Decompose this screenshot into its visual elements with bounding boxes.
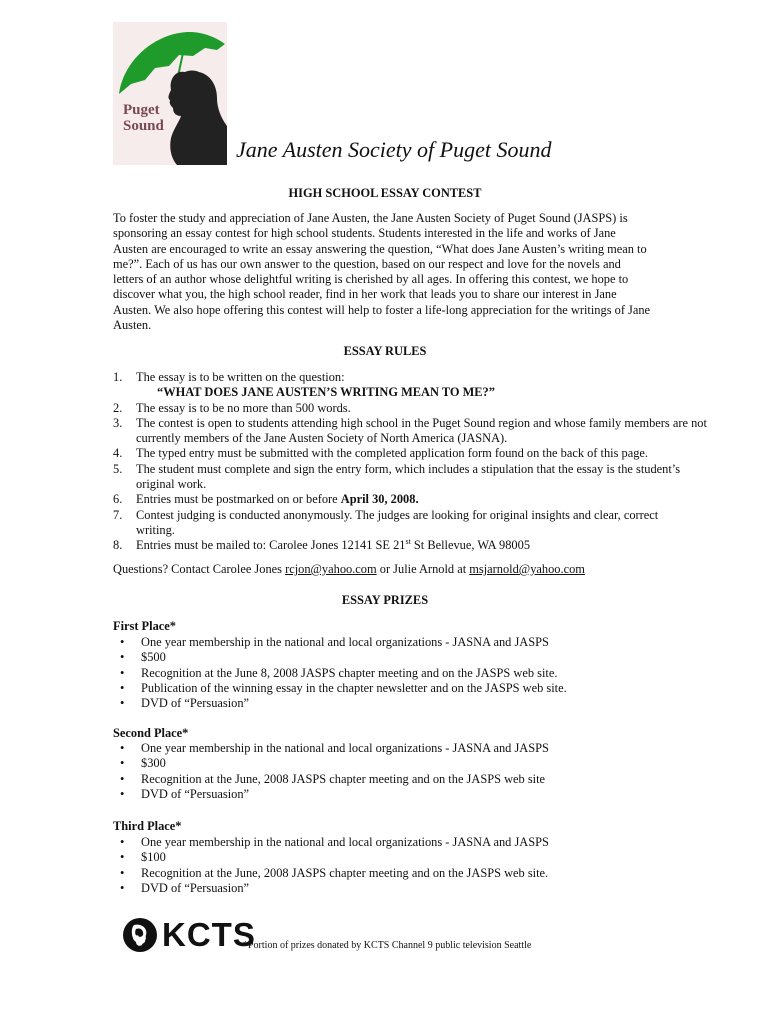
rule-item [113, 370, 713, 401]
deadline-date: April 30, 2008. [340, 492, 419, 507]
bullet-icon: • [120, 635, 125, 649]
prize-text: Recognition at the June 8, 2008 JASPS chapter meeting and on the JASPS web site. [141, 665, 558, 680]
first-place-list [113, 635, 673, 711]
prize-text: One year membership in the national and local organizations - JASNA and JASPS [141, 835, 549, 849]
prize-text: DVD of “Persuasion” [141, 880, 250, 895]
prize-text: $300 [141, 756, 166, 771]
prize-text: $500 [141, 650, 166, 665]
rule-text: The typed entry must be submitted with the completed application form found on the back of this page. [136, 446, 649, 461]
silhouette-shape [168, 71, 227, 166]
rule-number: 4. [113, 446, 123, 461]
second-place-title: Second Place* [113, 726, 189, 740]
rule-text: The contest is open to students attending high school in the Puget Sound region and whose family members are not currently members of the Jane Austen Society of North America (JASNA). [136, 415, 707, 446]
list-item [113, 835, 673, 850]
kcts-wordmark: KCTS [162, 916, 256, 953]
pbs-head-icon [120, 915, 160, 955]
rule-item [113, 401, 713, 416]
list-item [113, 772, 673, 787]
list-item [113, 696, 673, 711]
rule-text: Entries must be postmarked on or before [136, 492, 341, 507]
first-place-title: First Place* [113, 619, 176, 633]
rule-number: 7. [113, 507, 123, 522]
bullet-icon: • [120, 756, 125, 771]
essay-question: “WHAT DOES JANE AUSTEN’S WRITING MEAN TO ME?” [157, 385, 495, 400]
contest-heading: HIGH SCHOOL ESSAY CONTEST [288, 186, 482, 200]
bullet-icon: • [120, 741, 125, 755]
second-place-list [113, 741, 673, 802]
prizes-heading: ESSAY PRIZES [341, 593, 429, 607]
bullet-icon: • [120, 771, 125, 786]
kcts-logo [120, 915, 256, 955]
bullet-icon: • [120, 696, 125, 711]
rule-item [113, 508, 696, 539]
bullet-icon: • [120, 835, 125, 849]
rule-text: The essay is to be written on the question: [136, 370, 345, 384]
jasps-logo [113, 22, 227, 165]
email-link-carolee[interactable]: rcjon@yahoo.com [285, 562, 377, 576]
list-item [113, 756, 673, 771]
list-item [113, 881, 673, 896]
rules-heading: ESSAY RULES [343, 344, 427, 358]
list-item [113, 635, 673, 650]
list-item [113, 866, 673, 881]
rule-item [113, 538, 713, 553]
sponsor-footnote: *Portion of prizes donated by KCTS Channel 9 public television Seattle [243, 940, 532, 951]
rule-number: 6. [113, 492, 123, 507]
logo-word-puget: Puget [123, 102, 160, 118]
bullet-icon: • [120, 650, 125, 665]
rule-text: The student must complete and sign the entry form, which includes a stipulation that the essay is the student’s original work. [136, 461, 681, 492]
bullet-icon: • [120, 786, 125, 801]
list-item [113, 741, 673, 756]
third-place-title: Third Place* [113, 819, 182, 833]
page-title: Jane Austen Society of Puget Sound [236, 137, 552, 162]
rule-item [113, 462, 696, 493]
umbrella-silhouette-image [113, 22, 227, 165]
rule-number: 3. [113, 415, 123, 430]
rule-item [113, 446, 713, 461]
prize-text: Recognition at the June, 2008 JASPS chapter meeting and on the JASPS web site [141, 771, 546, 786]
list-item [113, 850, 673, 865]
intro-paragraph: To foster the study and appreciation of Jane Austen, the Jane Austen Society of Puget Sound (JASPS) is sponsoring an essay contest for high school students. Students interested in the life and works of Jane Austen are encouraged to write an essay answering the question, “What does Jane Austen’s writing mean to me?”. Each of us has our own answer to the question, based on our respect and love for the novels and letters of an author whose delightful writing is cherished by all ages. In offering this contest, we hope to discover what you, the high school reader, find in her work that leads you to share our interest in Jane Austen. We also hope offering this contest will help to foster a life-long appreciation for the writings of Jane Austen. [113, 211, 651, 333]
bullet-icon: • [120, 850, 125, 865]
questions-middle: or Julie Arnold at [376, 562, 470, 576]
rule-number: 1. [113, 370, 123, 384]
list-item [113, 681, 673, 696]
bullet-icon: • [120, 880, 125, 895]
prize-text: Recognition at the June, 2008 JASPS chapter meeting and on the JASPS web site. [141, 865, 549, 880]
email-link-julie[interactable]: msjarnold@yahoo.com [469, 562, 585, 576]
rule-text-end: St Bellevue, WA 98005 [410, 538, 531, 553]
questions-prefix: Questions? Contact Carolee Jones [113, 562, 286, 576]
questions-line [113, 562, 713, 577]
prize-text: $100 [141, 850, 166, 865]
rule-number: 5. [113, 461, 123, 476]
bullet-icon: • [120, 665, 125, 680]
list-item [113, 666, 673, 681]
rule-number: 2. [113, 400, 123, 415]
rule-item [113, 416, 713, 447]
logo-word-sound: Sound [123, 118, 164, 134]
rules-list [113, 370, 713, 554]
rule-number: 8. [113, 538, 123, 553]
ordinal-suffix: st [405, 537, 411, 547]
prize-text: Publication of the winning essay in the chapter newsletter and on the JASPS web site. [141, 680, 567, 695]
bullet-icon: • [120, 680, 125, 695]
list-item [113, 787, 673, 802]
logo-text [123, 102, 164, 134]
rule-text: Contest judging is conducted anonymously. The judges are looking for original insights and clear, correct writing. [136, 507, 659, 537]
rule-text: Entries must be mailed to: Carolee Jones 12141 SE 21 [136, 538, 406, 553]
third-place-list [113, 835, 673, 896]
bullet-icon: • [120, 865, 125, 880]
rule-text: The essay is to be no more than 500 words. [136, 400, 351, 415]
prize-text: One year membership in the national and local organizations - JASNA and JASPS [141, 635, 549, 649]
prize-text: One year membership in the national and local organizations - JASNA and JASPS [141, 741, 549, 755]
prize-text: DVD of “Persuasion” [141, 696, 250, 711]
list-item [113, 650, 673, 665]
prize-text: DVD of “Persuasion” [141, 786, 250, 801]
rule-item [113, 492, 713, 507]
